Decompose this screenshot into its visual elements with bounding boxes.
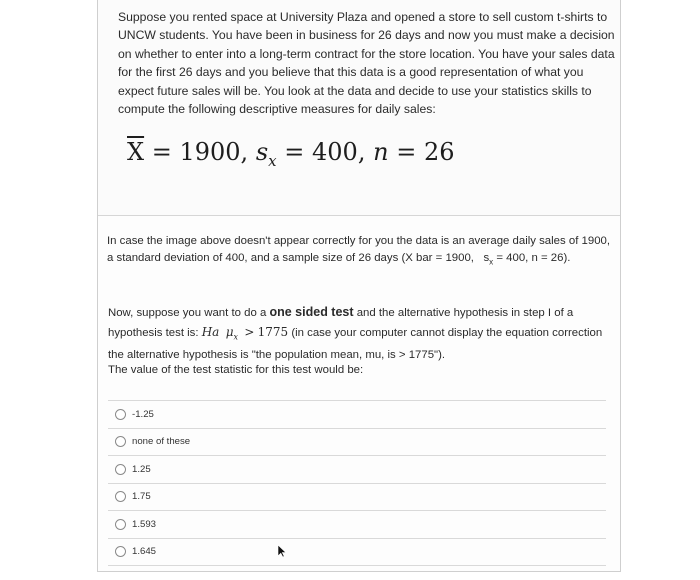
fallback-text-2: = 400, n = 26). [496,252,571,264]
question-image [98,0,620,216]
answer-option[interactable] [108,483,606,511]
fallback-s: s [483,252,490,264]
question-tail: (in case your computer cannot display the equation correction the alternative hypothesis is "the population mean, mu, is > 1775"). [108,326,603,362]
answer-prompt: The value of the test statistic for this test would be: [108,364,364,376]
radio-button-icon[interactable] [115,409,126,420]
n-symbol: n [373,138,389,166]
question-lead: Now, suppose you want to do a [108,307,267,319]
answer-option-label: -1.25 [132,408,154,420]
s-symbol: s [255,138,269,166]
fallback-s-sub: x [489,257,494,267]
radio-button-icon[interactable] [115,491,126,502]
answer-option-label: 1.25 [132,463,151,475]
radio-button-icon[interactable] [115,464,126,475]
formula [127,138,547,170]
ha-value: 1775 [257,324,289,339]
gt-symbol: > [244,324,255,339]
answer-option-label: 1.75 [132,491,151,503]
mu-symbol: μ [225,324,234,339]
radio-button-icon[interactable] [115,546,126,557]
intro-text: Suppose you rented space at University Plaza and opened a store to sell custom t-shirts to UNCW students. You have been in business for 26 days and now you must make a decision on whether to enter into a long-term contract for the store location. You have your sales data for the first 26 days and you believe that this data is a good representation of what you expect future sales will be. You look at the data and decide to use your statistics skills to compute the following descriptive measures for daily sales: [118,10,615,117]
question-text [108,303,613,365]
answer-option-label: 1.645 [132,546,157,558]
answer-option-label: 1.593 [132,518,157,530]
radio-button-icon[interactable] [115,519,126,530]
radio-button-icon[interactable] [115,436,126,447]
answer-option[interactable] [108,428,606,456]
n-value: = 26 [396,138,455,166]
question-mid: and the alternative hypothesis in step I of a hypothesis test is: [108,307,574,339]
answer-option[interactable] [108,400,606,428]
s-subscript: x [268,151,277,170]
xbar-symbol: $\overline{X}$ [127,138,145,166]
mouse-cursor-icon [277,544,287,558]
question-frame [97,0,621,572]
answer-option-label: none of these [132,436,191,448]
xbar-value: = 1900, [151,138,249,166]
answer-options [108,400,606,566]
fallback-text-1: In case the image above doesn't appear correctly for you the data is an average daily sales of 1900, a standard deviation of 400, and a sample size of 26 days (X bar = 1900, [107,235,611,264]
answer-option[interactable] [108,510,606,538]
fallback-text [107,233,617,270]
question-emphasis: one sided test [269,305,354,319]
ha-symbol: Ha [201,324,220,339]
answer-option[interactable] [108,538,606,567]
answer-option[interactable] [108,455,606,483]
s-value: = 400, [284,138,366,166]
mu-subscript: x [233,331,239,341]
